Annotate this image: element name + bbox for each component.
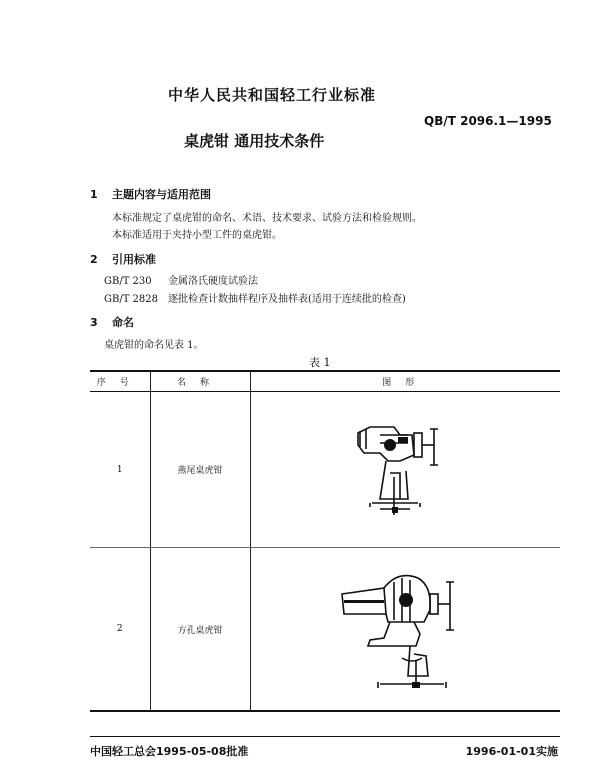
section-number: 2 bbox=[90, 253, 98, 266]
section-title: 主题内容与适用范围 bbox=[112, 188, 211, 201]
section-1-heading bbox=[90, 186, 211, 202]
reference-code: GB/T 230 bbox=[104, 276, 152, 287]
section-1-para-2: 本标准适用于夹持小型工件的桌虎钳。 bbox=[112, 230, 282, 241]
row-figure bbox=[250, 548, 560, 712]
standard-title: 桌虎钳 通用技术条件 bbox=[184, 132, 325, 150]
row-name: 方孔桌虎钳 bbox=[150, 548, 250, 712]
row-no: 2 bbox=[90, 548, 150, 712]
header-name: 名称 bbox=[150, 371, 250, 392]
reference-code: GB/T 2828 bbox=[104, 294, 159, 305]
section-number: 3 bbox=[90, 316, 98, 329]
row-no: 1 bbox=[90, 392, 150, 548]
table-caption: 表 1 bbox=[309, 356, 331, 369]
ministry-title: 中华人民共和国轻工行业标准 bbox=[168, 86, 377, 104]
section-title: 命名 bbox=[112, 316, 134, 329]
row-name: 燕尾桌虎钳 bbox=[150, 392, 250, 548]
section-1-para-1: 本标准规定了桌虎钳的命名、术语、技术要求、试验方法和检验规则。 bbox=[112, 213, 422, 224]
square-hole-vise-drawing bbox=[340, 564, 470, 694]
implementation-date: 1996-01-01实施 bbox=[465, 745, 558, 758]
row-figure bbox=[250, 392, 560, 548]
section-title: 引用标准 bbox=[112, 253, 156, 266]
table-row bbox=[90, 548, 560, 712]
header-no: 序号 bbox=[90, 371, 150, 392]
table-row bbox=[90, 392, 560, 548]
reference-2 bbox=[104, 290, 406, 305]
section-3-para-1: 桌虎钳的命名见表 1。 bbox=[104, 340, 204, 351]
standard-number: QB/T 2096.1—1995 bbox=[424, 114, 552, 128]
section-2-heading bbox=[90, 251, 156, 267]
header-figure: 图形 bbox=[250, 371, 560, 392]
reference-title: 逐批检查计数抽样程序及抽样表(适用于连续批的检查) bbox=[168, 294, 406, 305]
footer-rule bbox=[90, 736, 560, 737]
approval-date: 中国轻工总会1995-05-08批准 bbox=[90, 745, 249, 758]
section-number: 1 bbox=[90, 188, 98, 201]
section-3-heading bbox=[90, 314, 134, 330]
reference-title: 金属洛氏硬度试验法 bbox=[168, 276, 258, 287]
reference-1 bbox=[104, 272, 258, 287]
dovetail-vise-drawing bbox=[350, 415, 460, 525]
naming-table bbox=[90, 370, 560, 712]
